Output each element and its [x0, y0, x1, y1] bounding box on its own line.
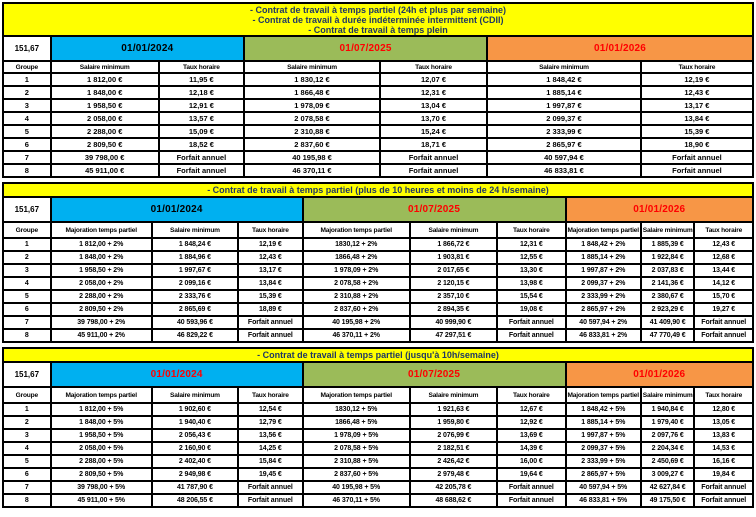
value-cell: 2 333,99 € — [487, 125, 641, 138]
group-cell: 2 — [3, 86, 51, 99]
period-header: 01/01/2026 — [566, 197, 753, 222]
table-title-line: - Contrat de travail à temps partiel (24h et plus par semaine) — [249, 4, 507, 15]
value-cell: 1 812,00 + 2% — [51, 238, 152, 251]
value-cell: 1 959,80 € — [410, 416, 497, 429]
value-cell: 18,52 € — [159, 138, 244, 151]
value-cell: 1 958,50 + 5% — [51, 429, 152, 442]
value-cell: 2 099,37 + 5% — [566, 442, 641, 455]
group-cell: 4 — [3, 442, 51, 455]
column-header: Salaire minimum — [244, 61, 380, 73]
value-cell: 2 097,76 € — [641, 429, 695, 442]
value-cell: 47 770,49 € — [641, 329, 695, 342]
group-cell: 1 — [3, 403, 51, 416]
table-row — [3, 468, 753, 481]
value-cell: 14,53 € — [694, 442, 753, 455]
table-row — [3, 494, 753, 507]
column-header: Salaire minimum — [410, 387, 497, 403]
value-cell: 2 894,35 € — [410, 303, 497, 316]
value-cell: 12,18 € — [159, 86, 244, 99]
value-cell: 2 333,99 + 2% — [566, 290, 641, 303]
value-cell: 1 978,09 + 2% — [303, 264, 410, 277]
group-cell: 1 — [3, 238, 51, 251]
value-cell: 3 009,27 € — [641, 468, 695, 481]
column-header: Taux horaire — [497, 387, 565, 403]
table-row — [3, 303, 753, 316]
value-cell: 18,71 € — [380, 138, 487, 151]
value-cell: 1 978,09 € — [244, 99, 380, 112]
value-cell: Forfait annuel — [497, 316, 565, 329]
value-cell: 46 370,11 € — [244, 164, 380, 177]
value-cell: 12,54 € — [238, 403, 303, 416]
value-cell: Forfait annuel — [238, 329, 303, 342]
value-cell: 2 288,00 € — [51, 125, 159, 138]
column-header: Taux horaire — [238, 387, 303, 403]
value-cell: 46 833,81 € — [487, 164, 641, 177]
value-cell: 15,09 € — [159, 125, 244, 138]
value-cell: 2 099,16 € — [152, 277, 238, 290]
value-cell: 18,90 € — [641, 138, 753, 151]
value-cell: 1 866,48 € — [244, 86, 380, 99]
column-header: Majoration temps partiel — [303, 387, 410, 403]
group-cell: 3 — [3, 429, 51, 442]
value-cell: Forfait annuel — [641, 164, 753, 177]
period-header: 01/01/2024 — [51, 36, 244, 61]
value-cell: 2 333,76 € — [152, 290, 238, 303]
column-header: Taux horaire — [694, 222, 753, 238]
table-row — [3, 429, 753, 442]
table-row — [3, 277, 753, 290]
value-cell: 2 058,00 + 5% — [51, 442, 152, 455]
table-row — [3, 316, 753, 329]
value-cell: 2 076,99 € — [410, 429, 497, 442]
column-header: Salaire minimum — [51, 61, 159, 73]
table-row — [3, 99, 753, 112]
value-cell: 2 310,88 + 2% — [303, 290, 410, 303]
value-cell: 2 037,83 € — [641, 264, 695, 277]
table-row — [3, 125, 753, 138]
value-cell: 1 903,81 € — [410, 251, 497, 264]
value-cell: 39 798,00 + 2% — [51, 316, 152, 329]
column-header: Taux horaire — [159, 61, 244, 73]
value-cell: 12,43 € — [694, 238, 753, 251]
value-cell: 16,00 € — [497, 455, 565, 468]
value-cell: 2 017,65 € — [410, 264, 497, 277]
table-row — [3, 264, 753, 277]
value-cell: 39 798,00 € — [51, 151, 159, 164]
value-cell: 14,12 € — [694, 277, 753, 290]
value-cell: 12,31 € — [497, 238, 565, 251]
group-cell: 6 — [3, 468, 51, 481]
group-cell: 1 — [3, 73, 51, 86]
value-cell: 2 402,40 € — [152, 455, 238, 468]
period-header: 01/01/2024 — [51, 362, 303, 387]
value-cell: 13,70 € — [380, 112, 487, 125]
column-header: Salaire minimum — [487, 61, 641, 73]
table-row — [3, 112, 753, 125]
value-cell: 2 288,00 + 5% — [51, 455, 152, 468]
group-cell: 2 — [3, 416, 51, 429]
value-cell: 1 922,84 € — [641, 251, 695, 264]
value-cell: 2 141,36 € — [641, 277, 695, 290]
value-cell: 1 921,63 € — [410, 403, 497, 416]
value-cell: 12,19 € — [238, 238, 303, 251]
table-title-line: - Contrat de travail à durée indéterminée intermittent (CDII) — [252, 14, 504, 25]
value-cell: 42 627,84 € — [641, 481, 695, 494]
table-row — [3, 481, 753, 494]
column-header: Groupe — [3, 61, 51, 73]
table-row — [3, 251, 753, 264]
group-cell: 8 — [3, 494, 51, 507]
value-cell: Forfait annuel — [497, 494, 565, 507]
value-cell: 2 204,34 € — [641, 442, 695, 455]
value-cell: 2 078,58 + 2% — [303, 277, 410, 290]
value-cell: 2 865,97 € — [487, 138, 641, 151]
value-cell: 46 833,81 + 2% — [566, 329, 641, 342]
value-cell: 2 865,97 + 2% — [566, 303, 641, 316]
group-cell: 6 — [3, 303, 51, 316]
value-cell: 46 829,22 € — [152, 329, 238, 342]
value-cell: 1 902,60 € — [152, 403, 238, 416]
value-cell: 2 182,51 € — [410, 442, 497, 455]
value-cell: 1 958,50 € — [51, 99, 159, 112]
value-cell: 13,04 € — [380, 99, 487, 112]
value-cell: 2 058,00 € — [51, 112, 159, 125]
value-cell: Forfait annuel — [694, 494, 753, 507]
value-cell: 2 333,99 + 5% — [566, 455, 641, 468]
value-cell: 2 380,67 € — [641, 290, 695, 303]
column-header: Majoration temps partiel — [566, 387, 641, 403]
value-cell: 12,07 € — [380, 73, 487, 86]
group-cell: 8 — [3, 329, 51, 342]
value-cell: 1 848,24 € — [152, 238, 238, 251]
table-title-line: - Contrat de travail à temps plein — [308, 24, 448, 35]
value-cell: 19,08 € — [497, 303, 565, 316]
value-cell: 48 688,62 € — [410, 494, 497, 507]
value-cell: 41 787,90 € — [152, 481, 238, 494]
value-cell: 1 997,67 € — [152, 264, 238, 277]
column-header: Taux horaire — [641, 61, 753, 73]
value-cell: 1 940,40 € — [152, 416, 238, 429]
value-cell: Forfait annuel — [497, 329, 565, 342]
value-cell: 46 370,11 + 5% — [303, 494, 410, 507]
value-cell: 48 206,55 € — [152, 494, 238, 507]
value-cell: 1 885,14 € — [487, 86, 641, 99]
table-row — [3, 164, 753, 177]
value-cell: 2 865,69 € — [152, 303, 238, 316]
value-cell: 1 885,39 € — [641, 238, 695, 251]
table-title-band — [3, 348, 753, 362]
table-row — [3, 416, 753, 429]
value-cell: 47 297,51 € — [410, 329, 497, 342]
value-cell: 46 370,11 + 2% — [303, 329, 410, 342]
column-header: Taux horaire — [380, 61, 487, 73]
value-cell: Forfait annuel — [641, 151, 753, 164]
value-cell: Forfait annuel — [238, 481, 303, 494]
table-row — [3, 138, 753, 151]
value-cell: 2 310,88 € — [244, 125, 380, 138]
value-cell: 2 949,98 € — [152, 468, 238, 481]
value-cell: 2 099,37 € — [487, 112, 641, 125]
value-cell: 19,84 € — [694, 468, 753, 481]
value-cell: 12,68 € — [694, 251, 753, 264]
period-header: 01/01/2024 — [51, 197, 303, 222]
value-cell: 12,19 € — [641, 73, 753, 86]
column-header: Salaire minimum — [641, 387, 695, 403]
value-cell: 1 812,00 + 5% — [51, 403, 152, 416]
table-row — [3, 73, 753, 86]
value-cell: 1 848,00 + 2% — [51, 251, 152, 264]
value-cell: 1 997,87 € — [487, 99, 641, 112]
table-title-line: - Contrat de travail à temps partiel (plus de 10 heures et moins de 24 h/semaine) — [207, 185, 549, 195]
table-row — [3, 238, 753, 251]
group-cell: 7 — [3, 151, 51, 164]
value-cell: 13,57 € — [159, 112, 244, 125]
value-cell: 2 099,37 + 2% — [566, 277, 641, 290]
value-cell: 45 911,00 + 5% — [51, 494, 152, 507]
value-cell: 19,27 € — [694, 303, 753, 316]
value-cell: 45 911,00 € — [51, 164, 159, 177]
value-cell: 1 885,14 + 2% — [566, 251, 641, 264]
value-cell: 13,05 € — [694, 416, 753, 429]
group-cell: 5 — [3, 125, 51, 138]
table-title-band — [3, 3, 753, 36]
value-cell: 1 958,50 + 2% — [51, 264, 152, 277]
value-cell: 1 978,09 + 5% — [303, 429, 410, 442]
table-row — [3, 290, 753, 303]
value-cell: 13,17 € — [238, 264, 303, 277]
value-cell: 1 848,00 € — [51, 86, 159, 99]
value-cell: 1 979,40 € — [641, 416, 695, 429]
value-cell: Forfait annuel — [380, 151, 487, 164]
value-cell: 18,89 € — [238, 303, 303, 316]
table-row — [3, 403, 753, 416]
column-header: Taux horaire — [497, 222, 565, 238]
value-cell: Forfait annuel — [694, 316, 753, 329]
value-cell: 2 809,50 € — [51, 138, 159, 151]
value-cell: 12,55 € — [497, 251, 565, 264]
monthly-hours-cell: 151,67 — [3, 362, 51, 387]
value-cell: 2 357,10 € — [410, 290, 497, 303]
value-cell: Forfait annuel — [694, 329, 753, 342]
column-header: Salaire minimum — [641, 222, 695, 238]
value-cell: 1 940,84 € — [641, 403, 695, 416]
value-cell: 40 597,94 + 5% — [566, 481, 641, 494]
salary-table-2 — [2, 182, 754, 343]
group-cell: 5 — [3, 455, 51, 468]
value-cell: 15,24 € — [380, 125, 487, 138]
value-cell: Forfait annuel — [380, 164, 487, 177]
value-cell: 1830,12 + 5% — [303, 403, 410, 416]
value-cell: 16,16 € — [694, 455, 753, 468]
value-cell: 1 884,96 € — [152, 251, 238, 264]
value-cell: 2 923,29 € — [641, 303, 695, 316]
value-cell: 12,80 € — [694, 403, 753, 416]
value-cell: Forfait annuel — [694, 481, 753, 494]
value-cell: 15,70 € — [694, 290, 753, 303]
column-header: Groupe — [3, 387, 51, 403]
value-cell: 13,44 € — [694, 264, 753, 277]
column-header: Majoration temps partiel — [51, 387, 152, 403]
period-header: 01/01/2026 — [566, 362, 753, 387]
value-cell: 2 056,43 € — [152, 429, 238, 442]
column-header: Groupe — [3, 222, 51, 238]
group-cell: 7 — [3, 481, 51, 494]
group-cell: 2 — [3, 251, 51, 264]
value-cell: Forfait annuel — [159, 151, 244, 164]
group-cell: 5 — [3, 290, 51, 303]
value-cell: 15,84 € — [238, 455, 303, 468]
table-row — [3, 151, 753, 164]
table-title-line: - Contrat de travail à temps partiel (jusqu'à 10h/semaine) — [257, 350, 499, 360]
value-cell: 13,84 € — [238, 277, 303, 290]
value-cell: 40 195,98 + 2% — [303, 316, 410, 329]
table-title-band — [3, 183, 753, 197]
period-header: 01/01/2026 — [487, 36, 753, 61]
table-row — [3, 329, 753, 342]
period-header: 01/07/2025 — [303, 197, 566, 222]
value-cell: 1 848,42 + 5% — [566, 403, 641, 416]
value-cell: 45 911,00 + 2% — [51, 329, 152, 342]
value-cell: 12,43 € — [641, 86, 753, 99]
value-cell: 12,43 € — [238, 251, 303, 264]
column-header: Taux horaire — [694, 387, 753, 403]
value-cell: 40 597,94 € — [487, 151, 641, 164]
value-cell: 12,79 € — [238, 416, 303, 429]
value-cell: 1830,12 + 2% — [303, 238, 410, 251]
value-cell: 2 426,42 € — [410, 455, 497, 468]
value-cell: 19,64 € — [497, 468, 565, 481]
group-cell: 7 — [3, 316, 51, 329]
value-cell: 1 997,87 + 2% — [566, 264, 641, 277]
group-cell: 8 — [3, 164, 51, 177]
value-cell: 2 837,60 € — [244, 138, 380, 151]
value-cell: 1866,48 + 5% — [303, 416, 410, 429]
value-cell: 49 175,50 € — [641, 494, 695, 507]
value-cell: 12,31 € — [380, 86, 487, 99]
salary-table-3 — [2, 347, 754, 508]
value-cell: 42 205,78 € — [410, 481, 497, 494]
value-cell: 15,39 € — [238, 290, 303, 303]
value-cell: 12,67 € — [497, 403, 565, 416]
value-cell: 13,30 € — [497, 264, 565, 277]
value-cell: 13,69 € — [497, 429, 565, 442]
value-cell: 40 195,98 € — [244, 151, 380, 164]
value-cell: 19,45 € — [238, 468, 303, 481]
value-cell: 2 837,60 + 5% — [303, 468, 410, 481]
salary-table-1 — [2, 2, 754, 178]
table-row — [3, 86, 753, 99]
value-cell: 2 809,50 + 5% — [51, 468, 152, 481]
value-cell: 2 058,00 + 2% — [51, 277, 152, 290]
group-cell: 4 — [3, 277, 51, 290]
value-cell: Forfait annuel — [159, 164, 244, 177]
column-header: Taux horaire — [238, 222, 303, 238]
column-header: Salaire minimum — [152, 387, 238, 403]
value-cell: 40 593,96 € — [152, 316, 238, 329]
value-cell: 15,54 € — [497, 290, 565, 303]
value-cell: 2 310,88 + 5% — [303, 455, 410, 468]
value-cell: 13,17 € — [641, 99, 753, 112]
value-cell: 13,98 € — [497, 277, 565, 290]
value-cell: 46 833,81 + 5% — [566, 494, 641, 507]
value-cell: 40 999,90 € — [410, 316, 497, 329]
value-cell: 2 979,48 € — [410, 468, 497, 481]
value-cell: 11,95 € — [159, 73, 244, 86]
column-header: Majoration temps partiel — [51, 222, 152, 238]
column-header: Salaire minimum — [410, 222, 497, 238]
column-header: Salaire minimum — [152, 222, 238, 238]
table-row — [3, 455, 753, 468]
value-cell: 13,84 € — [641, 112, 753, 125]
value-cell: 1 997,87 + 5% — [566, 429, 641, 442]
value-cell: 13,83 € — [694, 429, 753, 442]
value-cell: 2 865,97 + 5% — [566, 468, 641, 481]
column-header: Majoration temps partiel — [303, 222, 410, 238]
value-cell: 1866,48 + 2% — [303, 251, 410, 264]
value-cell: 40 195,98 + 5% — [303, 481, 410, 494]
value-cell: 14,39 € — [497, 442, 565, 455]
monthly-hours-cell: 151,67 — [3, 36, 51, 61]
value-cell: 15,39 € — [641, 125, 753, 138]
value-cell: 12,92 € — [497, 416, 565, 429]
value-cell: 1 866,72 € — [410, 238, 497, 251]
value-cell: 13,56 € — [238, 429, 303, 442]
value-cell: 2 288,00 + 2% — [51, 290, 152, 303]
monthly-hours-cell: 151,67 — [3, 197, 51, 222]
value-cell: 12,91 € — [159, 99, 244, 112]
group-cell: 3 — [3, 264, 51, 277]
value-cell: 39 798,00 + 5% — [51, 481, 152, 494]
table-row — [3, 442, 753, 455]
value-cell: 1 848,00 + 5% — [51, 416, 152, 429]
group-cell: 3 — [3, 99, 51, 112]
value-cell: 2 450,69 € — [641, 455, 695, 468]
value-cell: 14,25 € — [238, 442, 303, 455]
group-cell: 4 — [3, 112, 51, 125]
value-cell: 2 809,50 + 2% — [51, 303, 152, 316]
column-header: Majoration temps partiel — [566, 222, 641, 238]
value-cell: Forfait annuel — [497, 481, 565, 494]
period-header: 01/07/2025 — [303, 362, 566, 387]
value-cell: 1 848,42 € — [487, 73, 641, 86]
value-cell: 2 120,15 € — [410, 277, 497, 290]
value-cell: 2 078,58 + 5% — [303, 442, 410, 455]
value-cell: Forfait annuel — [238, 316, 303, 329]
value-cell: 40 597,94 + 2% — [566, 316, 641, 329]
value-cell: 2 160,90 € — [152, 442, 238, 455]
period-header: 01/07/2025 — [244, 36, 487, 61]
value-cell: 1 848,42 + 2% — [566, 238, 641, 251]
value-cell: 2 078,58 € — [244, 112, 380, 125]
value-cell: 1 812,00 € — [51, 73, 159, 86]
value-cell: Forfait annuel — [238, 494, 303, 507]
group-cell: 6 — [3, 138, 51, 151]
value-cell: 1 885,14 + 5% — [566, 416, 641, 429]
value-cell: 2 837,60 + 2% — [303, 303, 410, 316]
value-cell: 41 409,90 € — [641, 316, 695, 329]
value-cell: 1 830,12 € — [244, 73, 380, 86]
